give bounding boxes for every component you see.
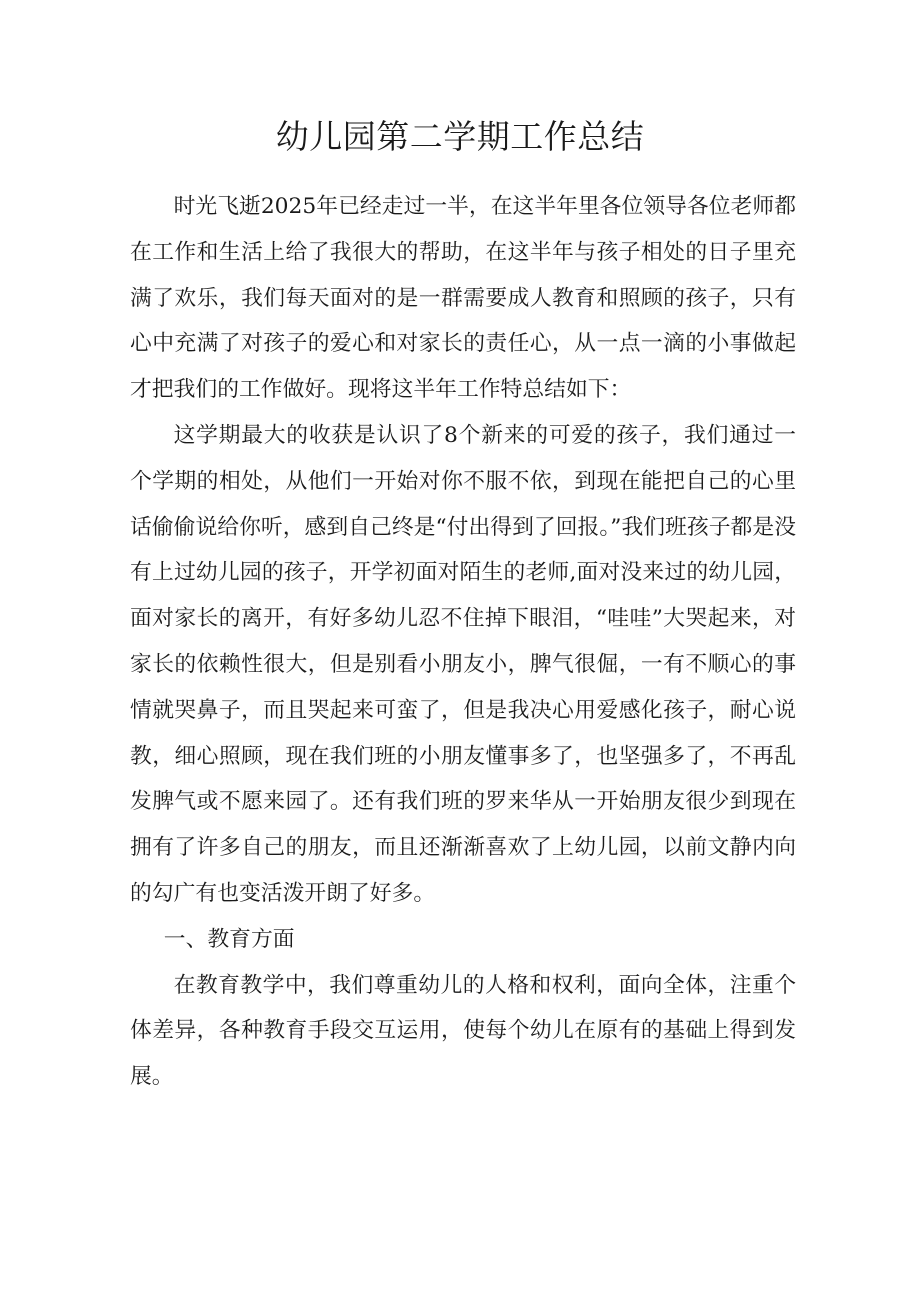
document-body: [130, 184, 796, 1100]
document-title: 幼儿园第二学期工作总结: [275, 117, 645, 156]
paragraph-harvest: 这学期最大的收获是认识了8个新来的可爱的孩子，我们通过一个学期的相处，从他们一开始对你不服不依，到现在能把自己的心里话偷偷说给你听，感到自己终是“付出得到了回报。”我们班孩子都是没有上过幼儿园的孩子，开学初面对陌生的老师,面对没来过的幼儿园，面对家长的离开，有好多幼儿忍不住掉下眼泪，“哇哇”大哭起来，对家长的依赖性很大，但是别看小朋友小，脾气很倔，一有不顺心的事情就哭鼻子，而且哭起来可蛮了，但是我决心用爱感化孩子，耐心说教，细心照顾，现在我们班的小朋友懂事多了，也坚强多了，不再乱发脾气或不愿来园了。还有我们班的罗来华从一开始朋友很少到现在拥有了许多自己的朋友，而且还渐渐喜欢了上幼儿园，以前文静内向的勾广有也变活泼开朗了好多。: [130, 422, 796, 906]
paragraph-intro: 时光飞逝2025年已经走过一半，在这半年里各位领导各位老师都在工作和生活上给了我很大的帮助，在这半年与孩子相处的日子里充满了欢乐，我们每天面对的是一群需要成人教育和照顾的孩子，只有心中充满了对孩子的爱心和对家长的责任心，从一点一滴的小事做起才把我们的工作做好。现将这半年工作特总结如下：: [130, 194, 796, 403]
section-heading: 一、教育方面: [163, 926, 295, 952]
paragraph-education: 在教育教学中，我们尊重幼儿的人格和权利，面向全体，注重个体差异，各种教育手段交互运用，使每个幼儿在原有的基础上得到发展。: [130, 972, 796, 1090]
